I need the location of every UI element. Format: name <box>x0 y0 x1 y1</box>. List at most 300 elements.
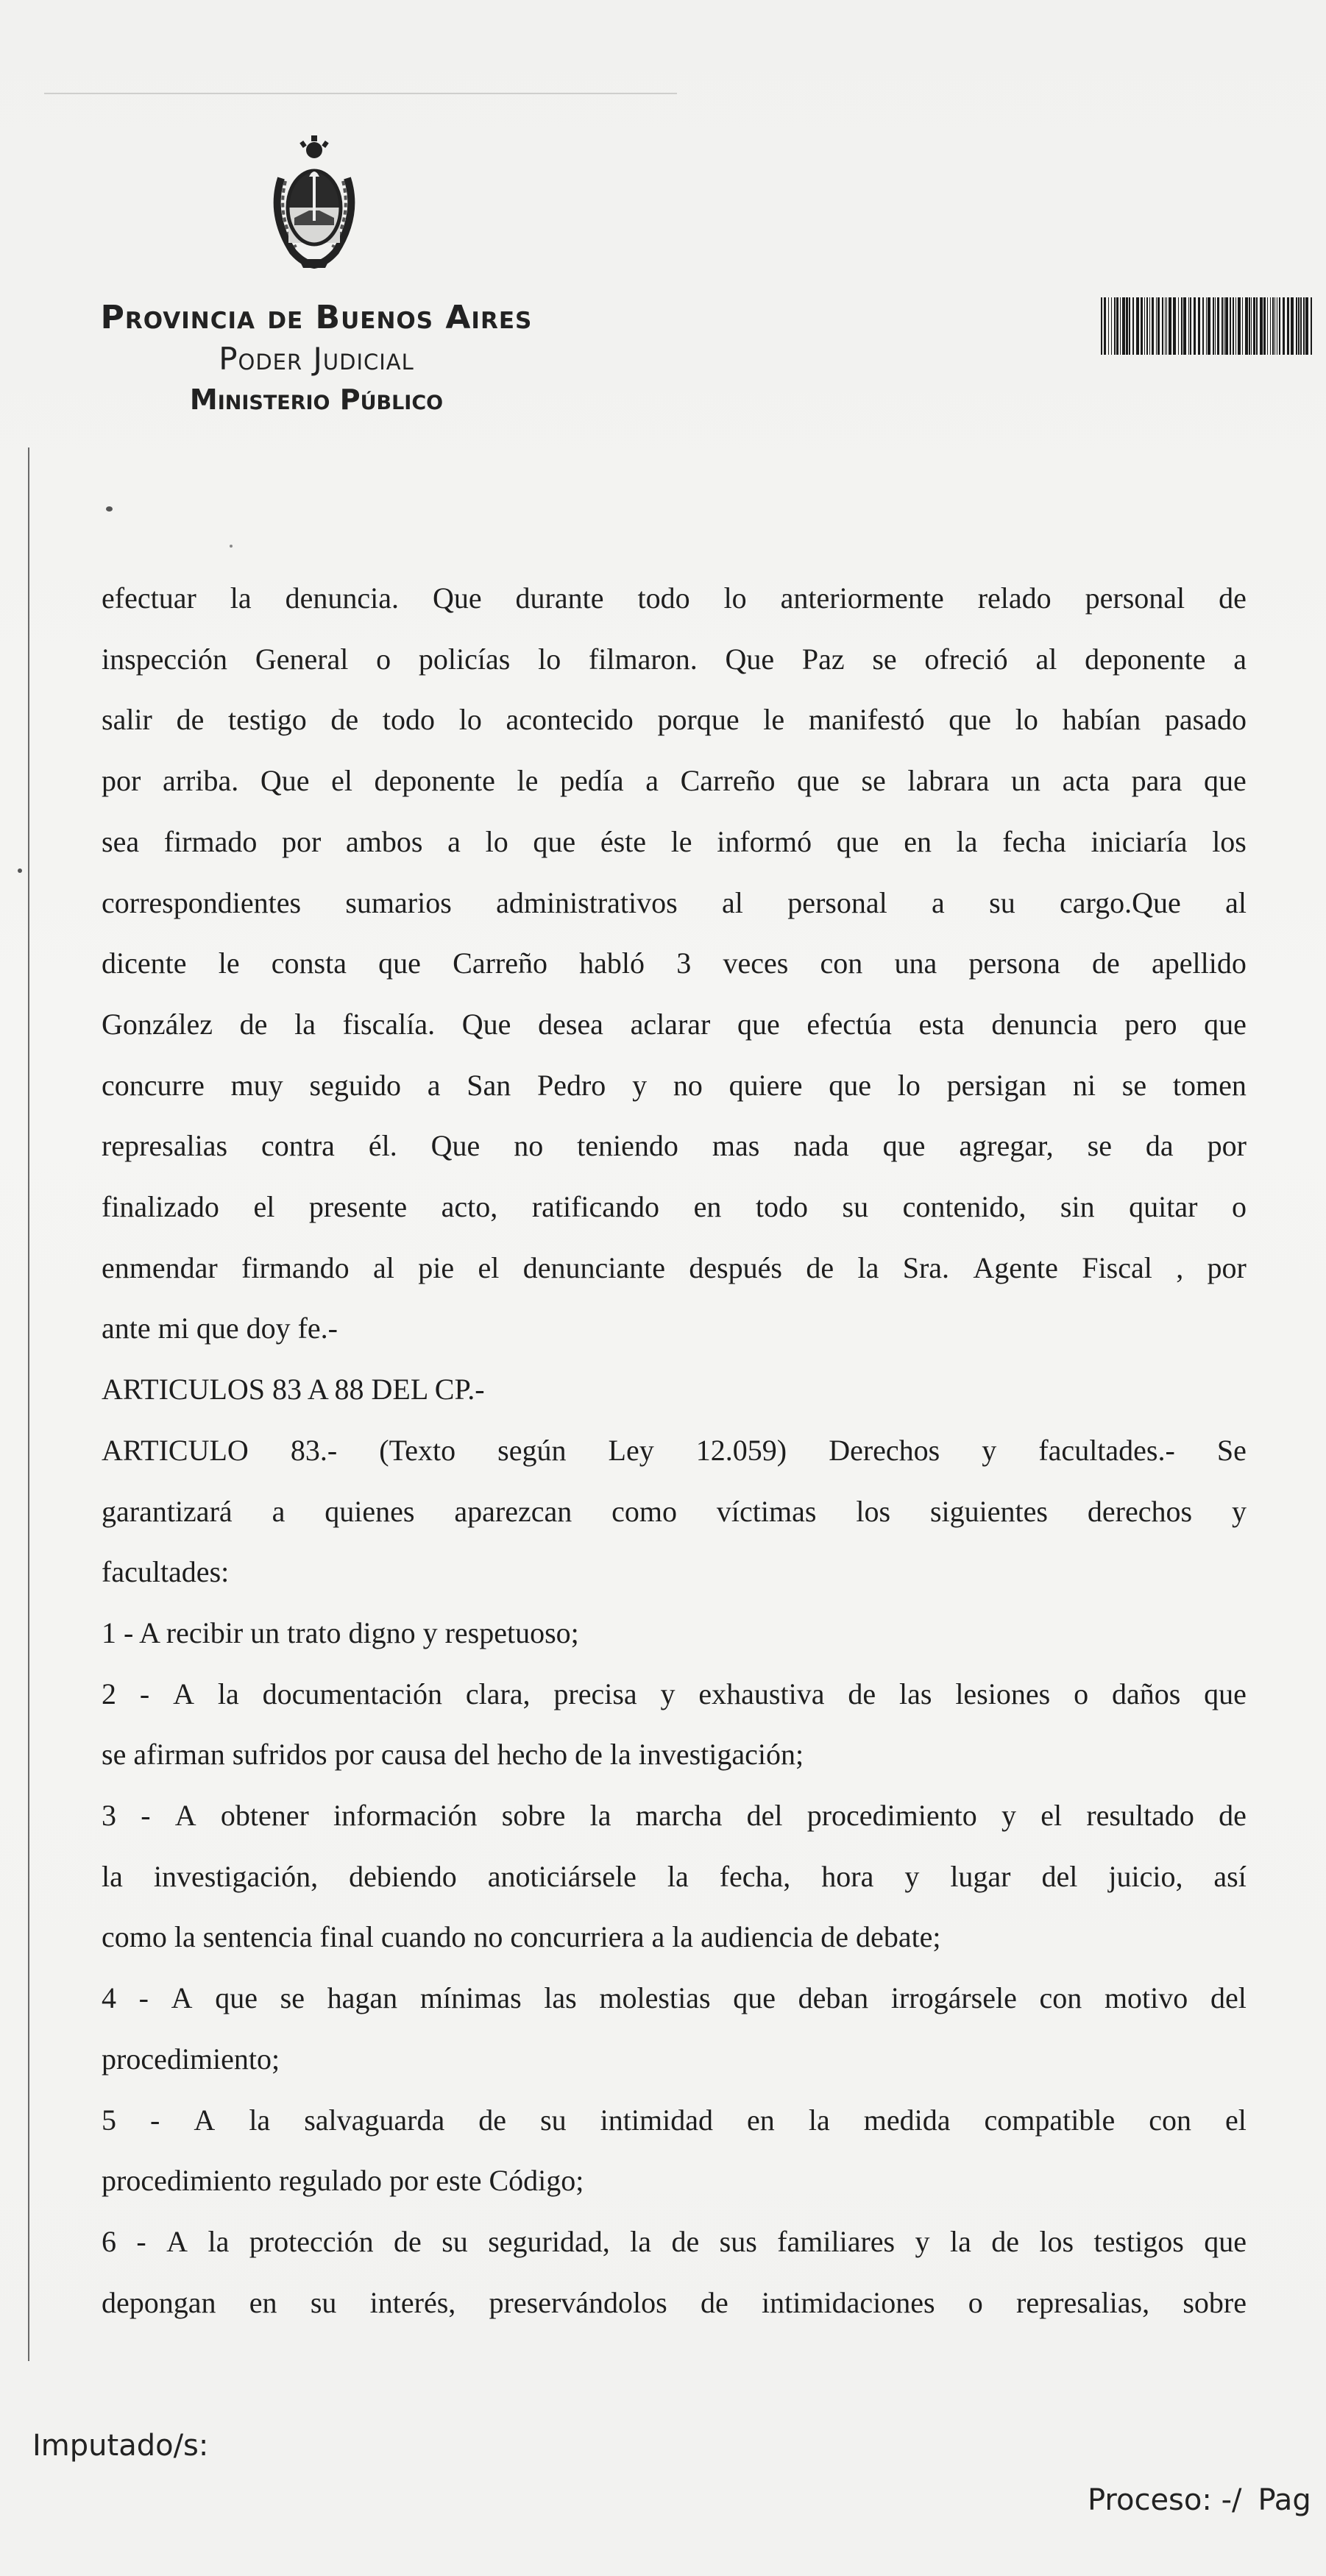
body-word: mas <box>712 1129 760 1163</box>
body-word: su <box>989 885 1015 919</box>
body-word: no <box>673 1068 703 1102</box>
body-word: contra <box>260 1129 335 1163</box>
body-word: que <box>378 946 421 980</box>
body-word: el <box>253 1190 275 1224</box>
body-word: - <box>138 1981 149 2015</box>
body-word: la <box>630 2224 652 2258</box>
scan-artifact <box>44 93 677 94</box>
barcode-bar <box>1213 297 1214 355</box>
body-word: Fiscal <box>1082 1250 1152 1284</box>
body-word: la <box>589 1799 611 1833</box>
barcode-bar <box>1129 297 1130 355</box>
body-word: exhaustiva <box>698 1677 825 1710</box>
barcode-bar <box>1126 297 1128 355</box>
barcode-bar <box>1149 297 1150 355</box>
body-word: clara, <box>465 1677 531 1710</box>
body-line: procedimiento regulado por este Código; <box>102 2164 584 2198</box>
body-word: 3 <box>676 946 692 980</box>
body-word: se <box>1121 1068 1147 1102</box>
body-word: se <box>872 642 897 676</box>
body-word: que <box>215 1981 258 2015</box>
body-word: Que <box>260 764 310 798</box>
body-word: y <box>915 2224 930 2258</box>
body-word: todo <box>382 703 436 737</box>
body-word: sobre <box>1183 2285 1247 2319</box>
body-word: la <box>102 1859 123 1893</box>
body-word: al <box>1035 642 1057 676</box>
body-word: labrara <box>907 764 990 798</box>
body-word: le <box>517 764 539 798</box>
barcode-bar <box>1144 297 1145 355</box>
body-word: y <box>904 1859 920 1893</box>
body-line: 1 - A recibir un trato digno y respetuoso; <box>102 1616 579 1649</box>
barcode-bar <box>1245 297 1248 355</box>
body-word: lo <box>458 703 482 737</box>
body-word: lugar <box>950 1859 1011 1893</box>
body-line <box>102 1238 1247 1299</box>
barcode-bar <box>1249 297 1250 355</box>
body-word: Carreño <box>680 764 776 798</box>
left-margin-rule <box>28 447 29 2361</box>
body-word: 4 <box>102 1981 116 2015</box>
body-word: a <box>427 1068 441 1102</box>
barcode-bar <box>1104 297 1106 355</box>
body-word: relado <box>977 581 1052 615</box>
body-word: o <box>1231 1190 1247 1224</box>
body-word: en <box>747 2103 775 2137</box>
barcode-bar <box>1156 297 1157 355</box>
body-word: del <box>1041 1859 1078 1893</box>
barcode-bar <box>1208 297 1210 355</box>
body-word: motivo <box>1104 1981 1188 2015</box>
body-word: firmado <box>163 824 258 858</box>
body-word: Carreño <box>453 946 547 980</box>
body-word: denuncia <box>991 1007 1098 1041</box>
body-word: sin <box>1060 1190 1095 1224</box>
body-word: de <box>991 2224 1020 2258</box>
body-word: por <box>1207 1250 1247 1284</box>
barcode-bar <box>1222 297 1223 355</box>
body-word: la <box>217 1677 239 1710</box>
barcode-bar <box>1311 297 1312 355</box>
barcode-bar <box>1242 297 1243 355</box>
body-word: deban <box>798 1981 869 2015</box>
body-word: su <box>540 2103 567 2137</box>
body-line <box>102 1786 1247 1847</box>
body-word: - <box>139 1677 150 1710</box>
body-word: las <box>544 1981 577 2015</box>
scan-artifact <box>230 545 233 548</box>
body-line <box>102 568 1247 629</box>
barcode-bar <box>1215 297 1216 355</box>
body-word: A <box>173 1677 194 1710</box>
body-word: da <box>1145 1129 1174 1163</box>
letterhead-judicial-power: Poder Judicial <box>219 341 414 377</box>
body-word: de <box>1219 581 1247 615</box>
barcode-bar <box>1256 297 1258 355</box>
body-word: en <box>904 824 932 858</box>
body-word: fecha, <box>719 1859 791 1893</box>
body-word: 12.059) <box>695 1433 787 1467</box>
body-word: y <box>1001 1799 1016 1833</box>
body-word: personal <box>787 885 887 919</box>
body-word: se <box>1087 1129 1112 1163</box>
body-word: así <box>1213 1859 1247 1893</box>
body-word: administrativos <box>496 885 678 919</box>
barcode-bar <box>1111 297 1112 355</box>
body-word: persigan <box>946 1068 1047 1102</box>
body-word: denuncia. <box>285 581 399 615</box>
footer-process-label: Proceso: -/ <box>1088 2483 1242 2517</box>
barcode-bar <box>1225 297 1228 355</box>
body-word: el <box>1040 1799 1063 1833</box>
body-word: arriba. <box>162 764 239 798</box>
body-word: hora <box>821 1859 874 1893</box>
body-word: hagan <box>327 1981 398 2015</box>
body-word: lesiones <box>955 1677 1051 1710</box>
body-word: o <box>376 642 391 676</box>
body-word: 83.- <box>290 1433 338 1467</box>
barcode-bar <box>1283 297 1285 355</box>
body-word: intimidaciones <box>762 2285 935 2319</box>
body-word: protección <box>249 2224 374 2258</box>
body-word: acontecido <box>506 703 634 737</box>
body-word: familiares <box>777 2224 896 2258</box>
barcode-bar <box>1272 297 1274 355</box>
body-word: contenido, <box>902 1190 1027 1224</box>
body-line <box>102 2273 1247 2334</box>
body-word: enmendar <box>102 1250 218 1284</box>
body-word: una <box>894 946 937 980</box>
body-word: anteriormente <box>780 581 944 615</box>
body-word: General <box>255 642 349 676</box>
barcode-bar <box>1146 297 1148 355</box>
barcode-bar <box>1169 297 1171 355</box>
body-word: a <box>932 885 945 919</box>
body-word: aclarar <box>630 1007 711 1041</box>
barcode-bar <box>1165 297 1166 355</box>
body-line <box>102 933 1247 994</box>
body-word: del <box>1210 1981 1247 2015</box>
body-word: medida <box>863 2103 951 2137</box>
body-word: intimidad <box>600 2103 713 2137</box>
body-word: durante <box>515 581 604 615</box>
coat-of-arms-seal <box>266 134 362 272</box>
body-word: fiscalía. <box>342 1007 436 1041</box>
body-word: su <box>310 2285 337 2319</box>
body-word: en <box>249 2285 277 2319</box>
body-word: compatible <box>984 2103 1116 2137</box>
body-word: de <box>1219 1799 1247 1833</box>
barcode-bar <box>1235 297 1236 355</box>
body-word: le <box>670 824 692 858</box>
body-word: resultado <box>1086 1799 1194 1833</box>
body-word: después <box>689 1250 782 1284</box>
body-word: Agente <box>973 1250 1058 1284</box>
barcode-bar <box>1141 297 1143 355</box>
body-word: que <box>737 1007 780 1041</box>
body-word: muy <box>230 1068 283 1102</box>
body-word: policías <box>418 642 511 676</box>
body-word: procedimiento <box>806 1799 977 1833</box>
body-word: González <box>102 1007 213 1041</box>
body-word: concurre <box>102 1068 205 1102</box>
body-word: salir <box>102 703 152 737</box>
body-word: le <box>763 703 785 737</box>
barcode-bar <box>1190 297 1191 355</box>
body-word: de <box>806 1250 834 1284</box>
body-word: 3 <box>102 1799 116 1833</box>
barcode-bar <box>1178 297 1179 355</box>
body-word: a <box>447 824 461 858</box>
body-word: no <box>514 1129 544 1163</box>
body-word: información <box>333 1799 478 1833</box>
barcode-bar <box>1305 297 1308 355</box>
barcode-bar <box>1303 297 1305 355</box>
body-line <box>102 1177 1247 1238</box>
body-word: según <box>497 1433 567 1467</box>
body-word: Se <box>1216 1433 1247 1467</box>
body-word: aparezcan <box>454 1494 572 1528</box>
body-word: en <box>693 1190 722 1224</box>
body-word: el <box>478 1250 500 1284</box>
barcode-bar <box>1157 297 1160 355</box>
body-word: Que <box>430 1129 481 1163</box>
body-line <box>102 751 1247 812</box>
footer-process-info <box>1088 2483 1326 2517</box>
body-word: quitar <box>1129 1190 1198 1224</box>
body-word: finalizado <box>102 1190 219 1224</box>
body-word: quiere <box>728 1068 803 1102</box>
body-word: firmando <box>241 1250 350 1284</box>
document-body <box>102 568 1247 2333</box>
barcode-bar <box>1217 297 1219 355</box>
barcode-bar <box>1162 297 1163 355</box>
body-word: la <box>667 1859 689 1893</box>
body-word: testigo <box>228 703 307 737</box>
body-word: acto, <box>441 1190 498 1224</box>
body-word: un <box>1011 764 1040 798</box>
body-word: lo <box>1015 703 1038 737</box>
body-word: y <box>660 1677 676 1710</box>
barcode-bar <box>1238 297 1241 355</box>
body-word: A <box>171 1981 193 2015</box>
body-word: a <box>1233 642 1247 676</box>
barcode-bar <box>1114 297 1116 355</box>
barcode-bar <box>1206 297 1207 355</box>
barcode-bar <box>1120 297 1121 355</box>
body-word: la <box>956 824 978 858</box>
body-word: ARTICULO <box>102 1433 249 1467</box>
body-line: facultades: <box>102 1555 230 1589</box>
body-word: salvaguarda <box>304 2103 445 2137</box>
body-word: lo <box>485 824 508 858</box>
body-word: precisa <box>553 1677 637 1710</box>
body-word: porque <box>657 703 740 737</box>
body-word: sus <box>719 2224 757 2258</box>
scan-artifact <box>18 868 22 873</box>
body-word: testigos <box>1093 2224 1184 2258</box>
body-word: lo <box>538 642 561 676</box>
body-word: represalias <box>102 1129 228 1163</box>
body-line <box>102 1420 1247 1482</box>
barcode-bar <box>1296 297 1297 355</box>
body-word: efectuar <box>102 581 196 615</box>
barcode-bar <box>1202 297 1204 355</box>
barcode-bar <box>1166 297 1167 355</box>
body-word: informó <box>717 824 812 858</box>
body-word: del <box>746 1799 783 1833</box>
body-word: 2 <box>102 1677 116 1710</box>
barcode-bar <box>1198 297 1200 355</box>
body-word: garantizará <box>102 1494 233 1528</box>
barcode-bar <box>1298 297 1300 355</box>
body-word: desea <box>538 1007 603 1041</box>
body-word: filmaron. <box>588 642 698 676</box>
barcode-bar <box>1270 297 1271 355</box>
body-word: lo <box>897 1068 921 1102</box>
body-word: - <box>136 2224 146 2258</box>
barcode-bar <box>1194 297 1196 355</box>
footer-page-label: Pag <box>1258 2483 1311 2517</box>
barcode-bar <box>1233 297 1234 355</box>
body-word: como <box>611 1494 677 1528</box>
barcode-bar <box>1251 297 1252 355</box>
body-line <box>102 1055 1247 1117</box>
body-word: víctimas <box>716 1494 817 1528</box>
body-word: interés, <box>369 2285 456 2319</box>
barcode-bar <box>1279 297 1280 355</box>
body-word: siguientes <box>929 1494 1048 1528</box>
body-word: el <box>331 764 352 798</box>
body-word: manifestó <box>808 703 925 737</box>
body-word: sobre <box>501 1799 566 1833</box>
body-word: apellido <box>1152 946 1247 980</box>
body-word: que <box>1204 1677 1247 1710</box>
body-word: seguido <box>309 1068 401 1102</box>
body-word: deponente <box>1085 642 1206 676</box>
body-word: y <box>632 1068 648 1102</box>
body-word: que <box>882 1129 926 1163</box>
body-word: A <box>166 2224 188 2258</box>
body-word: los <box>1212 824 1247 858</box>
body-word: la <box>294 1007 316 1041</box>
body-word: con <box>1039 1981 1082 2015</box>
body-word: documentación <box>262 1677 442 1710</box>
body-word: de <box>394 2224 422 2258</box>
body-word: Pedro <box>536 1068 606 1102</box>
barcode-bar <box>1132 297 1134 355</box>
body-line <box>102 994 1247 1055</box>
body-word: 6 <box>102 2224 116 2258</box>
body-word: a <box>645 764 659 798</box>
letterhead <box>29 297 603 420</box>
body-word: con <box>820 946 863 980</box>
body-word: molestias <box>599 1981 711 2015</box>
body-word: investigación, <box>153 1859 319 1893</box>
body-word: correspondientes <box>102 885 302 919</box>
barcode-bar <box>1122 297 1125 355</box>
body-word: o <box>968 2285 983 2319</box>
body-word: efectúa <box>806 1007 892 1041</box>
barcode-bar <box>1260 297 1263 355</box>
body-word: Sra. <box>902 1250 950 1284</box>
body-word: derechos <box>1087 1494 1193 1528</box>
body-word: irrogársele <box>890 1981 1017 2015</box>
body-word: y <box>982 1433 997 1467</box>
body-word: al <box>373 1250 394 1284</box>
body-line: ARTICULOS 83 A 88 DEL CP.- <box>102 1373 485 1406</box>
body-word: nada <box>793 1129 849 1163</box>
body-word: San <box>467 1068 511 1102</box>
body-word: que <box>733 1981 776 2015</box>
body-word: tomen <box>1172 1068 1247 1102</box>
barcode-bar <box>1300 297 1302 355</box>
body-word: represalias, <box>1016 2285 1150 2319</box>
body-line <box>102 873 1247 934</box>
body-word: marcha <box>635 1799 723 1833</box>
body-word: al <box>1225 885 1247 919</box>
body-word: sumarios <box>345 885 452 919</box>
barcode <box>1101 297 1314 355</box>
body-word: por <box>102 764 141 798</box>
body-word: o <box>1074 1677 1089 1710</box>
scan-artifact <box>106 506 113 512</box>
body-word: se <box>861 764 886 798</box>
body-word: Que <box>725 642 775 676</box>
body-word: juicio, <box>1108 1859 1183 1893</box>
body-word: su <box>442 2224 468 2258</box>
body-word: se <box>280 1981 305 2015</box>
body-word: la <box>208 2224 230 2258</box>
body-word: - <box>150 2103 160 2137</box>
body-word: veces <box>723 946 789 980</box>
barcode-bar <box>1152 297 1154 355</box>
barcode-bar <box>1116 297 1118 355</box>
body-word: por <box>282 824 322 858</box>
body-line <box>102 1116 1247 1177</box>
body-word: preservándolos <box>489 2285 667 2319</box>
barcode-bar <box>1263 297 1266 355</box>
body-word: que <box>1204 764 1247 798</box>
body-word: Que <box>461 1007 511 1041</box>
body-word: quienes <box>325 1494 415 1528</box>
body-word: la <box>249 2103 271 2137</box>
body-word: pedía <box>560 764 624 798</box>
body-word: que <box>797 764 840 798</box>
body-word: pie <box>418 1250 455 1284</box>
body-word: inspección <box>102 642 228 676</box>
body-line <box>102 690 1247 751</box>
body-line: ante mi que doy fe.- <box>102 1312 338 1345</box>
body-word: de <box>1092 946 1120 980</box>
body-word: las <box>899 1677 932 1710</box>
body-word: pasado <box>1164 703 1247 737</box>
body-word: obtener <box>220 1799 309 1833</box>
barcode-bar <box>1253 297 1255 355</box>
body-word: que <box>829 1068 872 1102</box>
body-word: éste <box>600 824 647 858</box>
body-word: denunciante <box>522 1250 665 1284</box>
body-word: que <box>836 824 879 858</box>
body-line: procedimiento; <box>102 2042 280 2076</box>
body-word: con <box>1149 2103 1192 2137</box>
barcode-bar <box>1101 297 1102 355</box>
body-line: como la sentencia final cuando no concurriera a la audiencia de debate; <box>102 1920 941 1954</box>
body-word: debiendo <box>349 1859 457 1893</box>
body-word: persona <box>968 946 1060 980</box>
body-word: ofreció <box>924 642 1008 676</box>
